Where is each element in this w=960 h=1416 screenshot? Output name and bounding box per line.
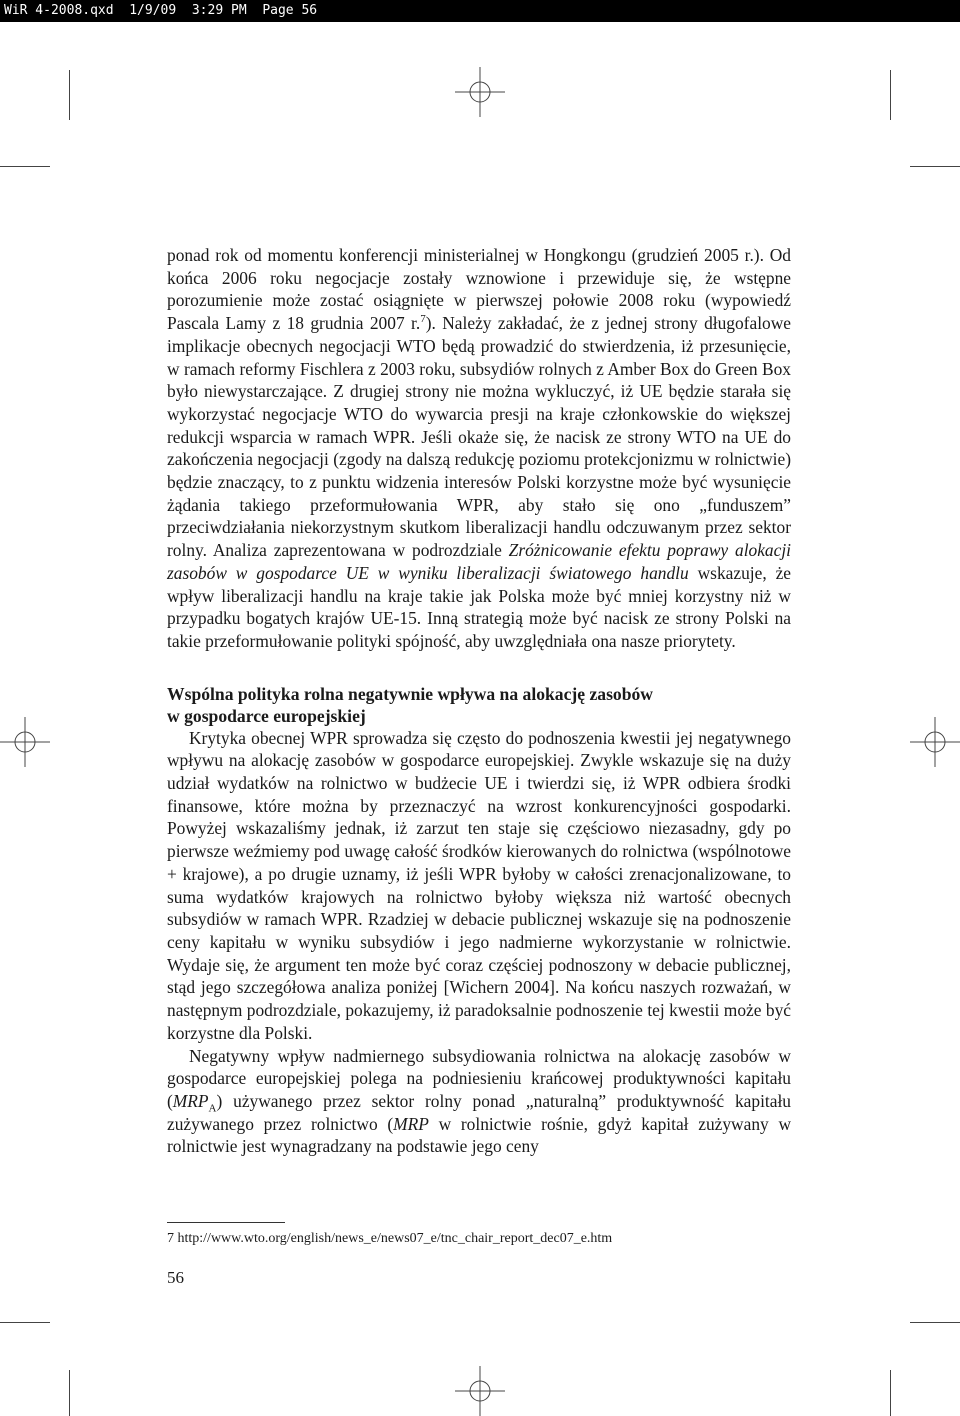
crop-mark-top-left-v — [69, 70, 70, 120]
paragraph-3 — [167, 1045, 791, 1159]
registration-mark-top-icon — [455, 67, 505, 117]
paragraph-1-cont: ). Należy zakładać, że z jednej strony długofalowe implikacje obecnych negocjacji WTO będą prowadzić do stwierdzenia, iż przesunięcie, w ramach reformy Fischlera z 2003 roku, subsydiów rolnych z Amber Box do Green Box było niewystarczające. Z drugiej strony nie można wykluczyć, iż UE będzie starała się wykorzystać negocjacje WTO do wywarcia presji na kraje członkowskie do większej redukcji wsparcia w ramach WPR. Jeśli okaże się, że nacisk ze strony WTO na UE do zakończenia negocjacji (zgody na dalszą redukcję poziomu protekcjonizmu w rolnictwie) będzie znaczący, to z punktu widzenia interesów Polski korzystne może być wysunięcie żądania takiego przeformułowania WPR, aby stało się ono „funduszem” przeciwdziałania niekorzystnym skutkom liberalizacji handlu odczuwanym przez sektor rolny. Analiza zaprezentowana w podrozdziale — [167, 313, 792, 561]
slug-date: 1/9/09 — [129, 3, 177, 18]
mrp-subscript: A — [208, 1102, 217, 1115]
crop-mark-top-left-h — [0, 166, 50, 167]
crop-mark-bottom-right-v — [890, 1370, 891, 1416]
footnote-ref: 7 — [420, 313, 426, 326]
mrp-symbol-2: MRP — [393, 1113, 429, 1134]
body-text — [167, 244, 791, 1158]
registration-mark-right-icon — [910, 717, 960, 767]
paragraph-3-b: ) używanego przez sektor rolny ponad „naturalną” produktywność kapitału zużywanego przez rolnictwo ( — [167, 1090, 791, 1134]
slug-page: Page 56 — [262, 3, 318, 18]
mrp-symbol: MRP — [172, 1090, 209, 1111]
footnote-number: 7 — [167, 1231, 174, 1246]
crop-mark-bottom-left-h — [0, 1322, 50, 1323]
printer-slug — [0, 0, 960, 22]
paragraph-1-start: ponad rok od momentu konferencji ministerialnej w Hongkongu (grudzień 2005 r.). Od końca 2006 roku negocjacje zostały wznowione i przewiduje się, że wstępne porozumienie może zostać osiągnięte w pierwszej połowie 2008 roku (wypowiedź Pascala Lamy z 18 grudnia 2007 r. — [167, 245, 791, 334]
slug-file: WiR 4-2008.qxd — [4, 3, 114, 18]
paragraph-1-end: wskazuje, że wpływ liberalizacji handlu na kraje takie jak Polska może być mniej korzystny niż w przypadku bogatych krajów UE-15. Inną strategią może być nacisk ze strony Polski na takie przeformułowanie polityki spójność, aby uwzględniała ona nasze priorytety. — [167, 562, 792, 651]
paragraph-1 — [167, 244, 791, 653]
section-heading-line-1: Wspólna polityka rolna negatywnie wpływa na alokację zasobów — [167, 683, 654, 704]
paragraph-3-a: Negatywny wpływ nadmiernego subsydiowania rolnictwa na alokację zasobów w gospodarce europejskiej polega na podniesieniu krańcowej produktywności kapitału ( — [167, 1045, 791, 1111]
crop-mark-bottom-left-v — [69, 1370, 70, 1416]
footnote-rule — [167, 1222, 285, 1223]
crop-mark-bottom-right-h — [910, 1322, 960, 1323]
slug-time: 3:29 PM — [191, 3, 247, 18]
registration-mark-bottom-icon — [455, 1366, 505, 1416]
section-heading — [167, 683, 791, 727]
paragraph-2: Krytyka obecnej WPR sprowadza się często do podnoszenia kwestii jej negatywnego wpływu na alokację zasobów w gospodarce europejskiej. Zwykle wskazuje się na duży udział wydatków na rolnictwo w budżecie UE i twierdzi się, iż WPR odbiera środki finansowe, które można by przeznaczyć na wzrost konkurencyjności gospodarki. Powyżej wskazaliśmy jednak, iż zarzut ten staje się częściowo niezasadny, gdy po pierwsze weźmiemy pod uwagę całość środków kierowanych do rolnictwa (wspólnotowe + krajowe), a po drugie uznamy, iż jeśli WPR byłoby w całości zrenacjonalizowane, to suma wydatków krajowych na rolnictwo byłoby większa niż wartość obecnych subsydiów w ramach WPR. Rzadziej w debacie publicznej wskazuje się na podnoszenie ceny kapitału w wyniku subsydiów i jego nadmierne wykorzystanie w rolnictwie. Wydaje się, że argument ten może być coraz częściej podnoszony w debacie publicznej, stąd jego szczegółowa analiza poniżej [Wichern 2004]. Na końcu naszych rozważań, w następnym podrozdziale, pokazujemy, iż paradoksalnie podnoszenie tej kwestii może być korzystne dla Polski. — [167, 727, 791, 1043]
footnote-url[interactable]: http://www.wto.org/english/news_e/news07_e/tnc_chair_report_dec07_e.htm — [177, 1231, 613, 1246]
crop-mark-top-right-h — [910, 166, 960, 167]
registration-mark-left-icon — [0, 717, 50, 767]
subsection-reference: Zróżnicowanie efektu poprawy alokacji zasobów w gospodarce UE w wyniku liberalizacji światowego handlu — [167, 540, 792, 583]
paragraph-3-c: w rolnictwie rośnie, gdyż kapitał zużywany w rolnictwie jest wynagradzany na podstawie jego ceny — [167, 1113, 792, 1157]
page-number: 56 — [167, 1268, 184, 1287]
footnote — [167, 1229, 791, 1249]
crop-mark-top-right-v — [890, 70, 891, 120]
section-heading-line-2: w gospodarce europejskiej — [167, 705, 366, 726]
